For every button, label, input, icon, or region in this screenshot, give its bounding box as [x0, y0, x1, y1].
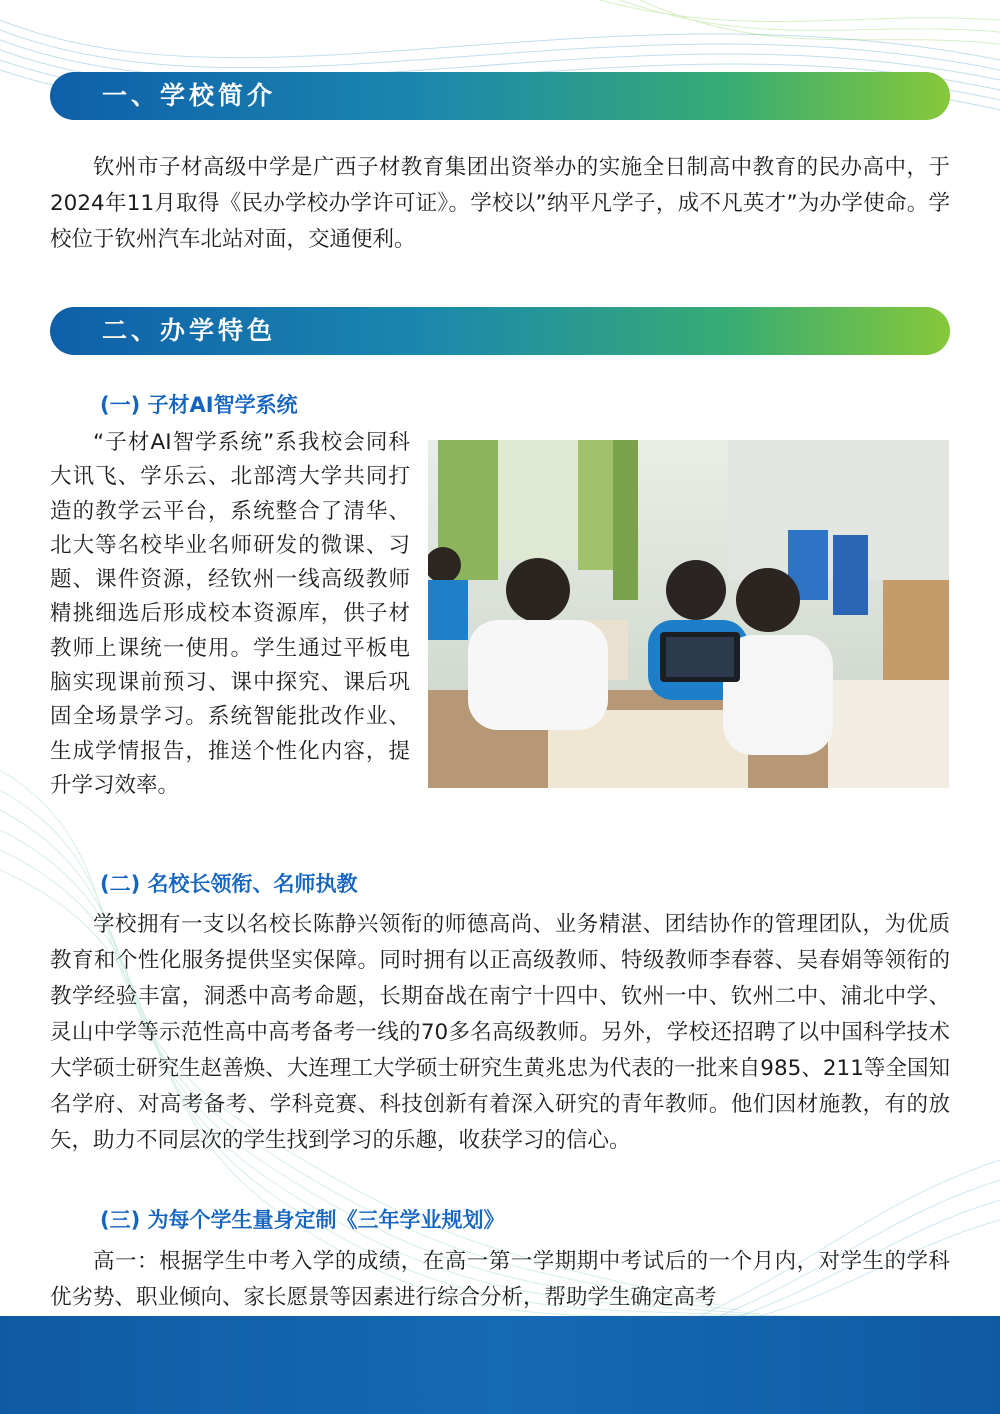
- section-title-features: 二、办学特色: [102, 316, 277, 345]
- feature-heading-plan: (三) 为每个学生量身定制《三年学业规划》: [100, 1208, 505, 1232]
- bottom-band: [0, 1316, 1000, 1414]
- intro-paragraph: 钦州市子材高级中学是广西子材教育集团出资举办的实施全日制高中教育的民办高中，于2024年11月取得《民办学校办学许可证》。学校以”纳平凡学子，成不凡英才”为办学使命。学校位于钦州汽车北站对面，交通便利。: [50, 155, 950, 252]
- section-header-intro: [50, 72, 950, 120]
- feature-paragraph-teachers: 学校拥有一支以名校长陈静兴领衔的师德高尚、业务精湛、团结协作的管理团队，为优质教育和个性化服务提供坚实保障。同时拥有以正高级教师、特级教师李春蓉、吴春娟等领衔的教学经验丰富，洞悉中高考命题，长期奋战在南宁十四中、钦州一中、钦州二中、浦北中学、灵山中学等示范性高中高考备考一线的70多名高级教师。另外，学校还招聘了以中国科学技术大学硕士研究生赵善焕、大连理工大学硕士研究生黄兆忠为代表的一批来自985、211等全国知名学府、对高考备考、学科竞赛、科技创新有着深入研究的青年教师。他们因材施教，有的放矢，助力不同层次的学生找到学习的乐趣，收获学习的信心。: [50, 912, 950, 1153]
- feature-paragraph-plan: 高一：根据学生中考入学的成绩，在高一第一学期期中考试后的一个月内，对学生的学科优劣势、职业倾向、家长愿景等因素进行综合分析，帮助学生确定高考: [50, 1249, 950, 1310]
- classroom-photo: [428, 440, 949, 788]
- section-header-features: [50, 307, 950, 355]
- section-title-intro: 一、学校简介: [102, 81, 277, 110]
- feature-paragraph-ai: “子材AI智学系统”系我校会同科大讯飞、学乐云、北部湾大学共同打造的教学云平台，系统整合了清华、北大等名校毕业名师研发的微课、习题、课件资源，经钦州一线高级教师精挑细选后形成校本资源库，供子材教师上课统一使用。学生通过平板电脑实现课前预习、课中探究、课后巩固全场景学习。系统智能批改作业、生成学情报告，推送个性化内容，提升学习效率。: [50, 430, 410, 798]
- feature-heading-teachers: (二) 名校长领衔、名师执教: [100, 872, 358, 896]
- feature-heading-ai: (一) 子材AI智学系统: [100, 393, 298, 417]
